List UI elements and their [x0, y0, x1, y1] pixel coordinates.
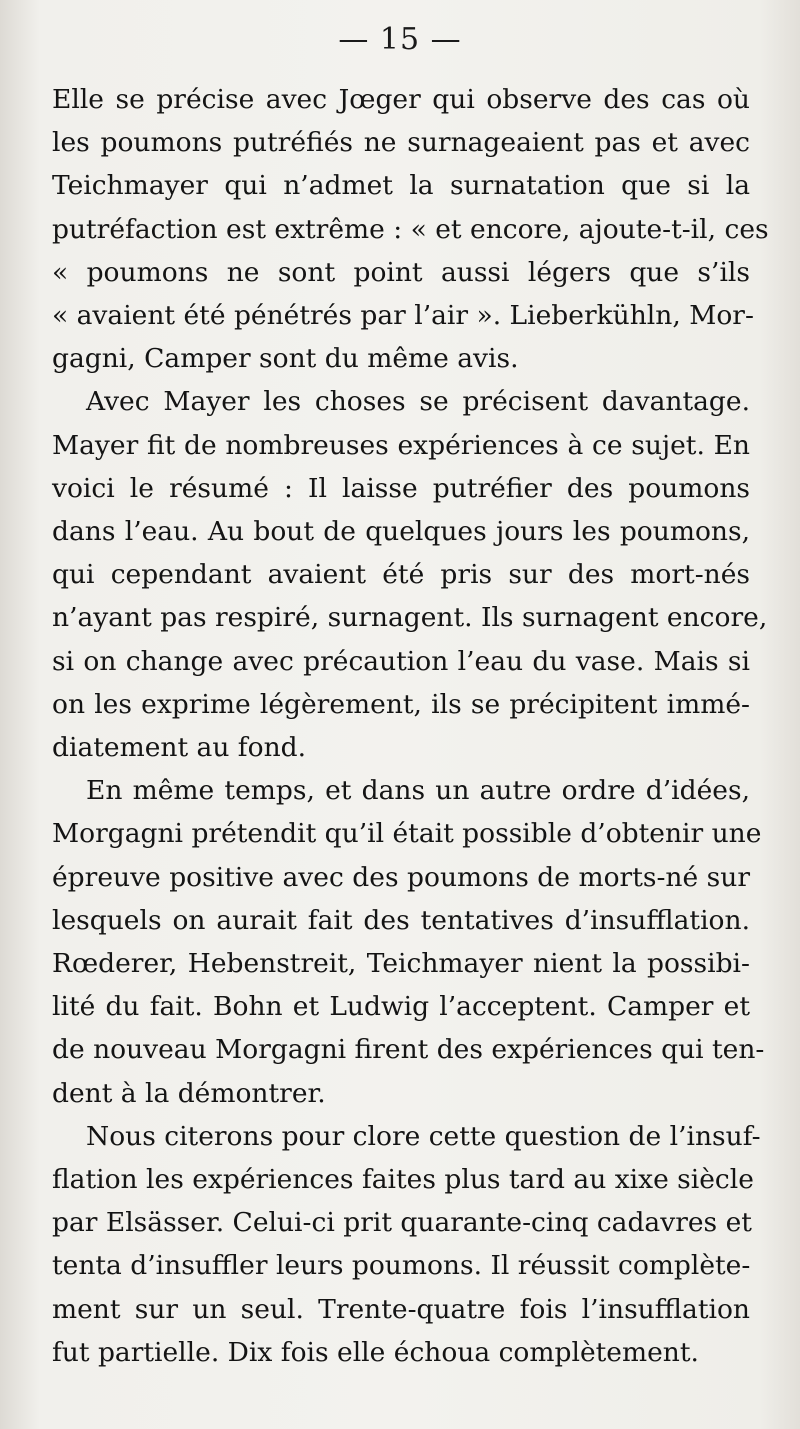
text-line: dent à la démontrer.: [52, 1077, 326, 1109]
paragraph-2: [52, 380, 768, 769]
text-line: dans l’eau. Au bout de quelques jours les poumons,: [52, 516, 750, 548]
text-line: « poumons ne sont point aussi légers que s’ils: [52, 256, 750, 288]
text-line: fut partielle. Dix fois elle échoua complètement.: [52, 1336, 699, 1368]
text-line: Rœderer, Hebenstreit, Teichmayer nient la possibi-: [52, 948, 750, 980]
paragraph-3: [52, 769, 765, 1115]
text-line: lesquels on aurait fait des tentatives d’insufflation.: [52, 904, 750, 936]
text-line: n’ayant pas respiré, surnagent. Ils surnagent encore,: [52, 602, 768, 634]
text-line: diatement au fond.: [52, 732, 307, 764]
text-line: les poumons putréfiés ne surnageaient pas et avec: [52, 127, 750, 159]
text-line: de nouveau Morgagni firent des expériences qui ten-: [52, 1034, 765, 1066]
text-line: par Elsässer. Celui-ci prit quarante-cinq cadavres et: [52, 1207, 752, 1239]
text-line: qui cependant avaient été pris sur des mort-nés: [52, 559, 750, 591]
text-line: flation les expériences faites plus tard au xixe siècle: [52, 1164, 754, 1196]
body-text: [52, 78, 769, 1374]
text-line: gagni, Camper sont du même avis.: [52, 343, 519, 375]
paragraph-4: [52, 1115, 761, 1374]
text-line: « avaient été pénétrés par l’air ». Lieberkühln, Mor-: [52, 300, 754, 332]
text-line: voici le résumé : Il laisse putréfier des poumons: [52, 472, 750, 504]
paragraph-1: [52, 78, 769, 380]
text-line: lité du fait. Bohn et Ludwig l’acceptent. Camper et: [52, 991, 750, 1023]
text-line: Nous citerons pour clore cette question de l’insuf-: [86, 1120, 761, 1152]
text-line: Mayer fit de nombreuses expériences à ce sujet. En: [52, 429, 750, 461]
text-line: tenta d’insuffler leurs poumons. Il réussit complète-: [52, 1250, 751, 1282]
text-line: Teichmayer qui n’admet la surnatation que si la: [52, 170, 750, 202]
page-number: — 15 —: [338, 22, 462, 57]
text-line: putréfaction est extrême : « et encore, ajoute-t-il, ces: [52, 213, 769, 245]
text-line: Elle se précise avec Jœger qui observe des cas où: [52, 84, 750, 115]
text-line: ment sur un seul. Trente-quatre fois l’insufflation: [52, 1293, 750, 1325]
text-line: si on change avec précaution l’eau du vase. Mais si: [52, 645, 750, 677]
text-line: Morgagni prétendit qu’il était possible d’obtenir une: [52, 818, 762, 850]
text-line: on les exprime légèrement, ils se précipitent immé-: [52, 688, 750, 720]
text-line: En même temps, et dans un autre ordre d’idées,: [86, 775, 750, 807]
text-line: Avec Mayer les choses se précisent davantage.: [86, 386, 750, 418]
text-line: épreuve positive avec des poumons de morts-né sur: [52, 861, 750, 893]
